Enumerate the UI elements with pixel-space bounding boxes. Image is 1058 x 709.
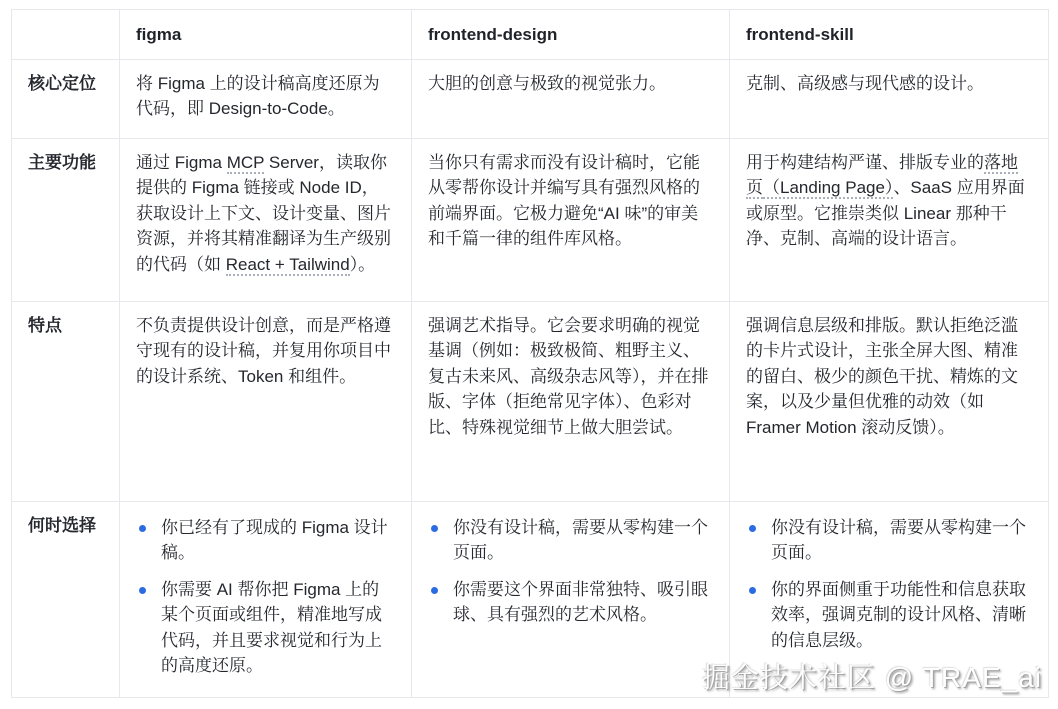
cell-text: 当你只有需求而没有设计稿时，它能从零帮你设计并编写具有强烈风格的前端界面。它极力避免“AI 味”的审美和千篇一律的组件库风格。 <box>428 152 700 248</box>
table-row <box>12 301 1049 501</box>
bullet-text: 你的界面侧重于功能性和信息获取效率，强调克制的设计风格、清晰的信息层级。 <box>771 579 1026 650</box>
column-header-frontend-skill: frontend-skill <box>730 10 1049 60</box>
table-cell <box>412 501 730 697</box>
column-header-frontend-design: frontend-design <box>412 10 730 60</box>
cell-text: 不负责提供设计创意，而是严格遵守现有的设计稿，并复用你项目中的设计系统、Token 和组件。 <box>136 315 391 386</box>
cell-text: 克制、高级感与现代感的设计。 <box>746 73 984 93</box>
cell-text: ）。 <box>349 254 376 274</box>
table-row <box>12 138 1049 301</box>
bullet-dot-icon <box>749 587 756 594</box>
underlined-text: React + Tailwind <box>225 254 350 274</box>
row-header: 主要功能 <box>12 138 120 301</box>
column-header-figma: figma <box>120 10 412 60</box>
bullet-item <box>136 577 395 679</box>
table-cell <box>120 301 412 501</box>
table-row <box>12 59 1049 138</box>
bullet-dot-icon <box>431 587 438 594</box>
table-cell <box>412 59 730 138</box>
bullet-item <box>428 577 713 628</box>
cell-text: 大胆的创意与极致的视觉张力。 <box>428 73 666 93</box>
bullet-list <box>746 515 1032 654</box>
table-cell <box>412 301 730 501</box>
row-header: 何时选择 <box>12 501 120 697</box>
table-cell <box>730 138 1049 301</box>
cell-text: 用于构建结构严谨、排版专业的 <box>746 152 984 172</box>
bullet-dot-icon <box>139 587 146 594</box>
table-cell <box>730 59 1049 138</box>
bullet-text: 你需要这个界面非常独特、吸引眼球、具有强烈的艺术风格。 <box>453 579 708 624</box>
underlined-text: 落地页 <box>746 152 1018 197</box>
cell-text: 强调信息层级和排版。默认拒绝泛滥的卡片式设计，主张全屏大图、精准的留白、极少的颜色干扰、精炼的文案，以及少量但优雅的动效（如 Framer Motion 滚动反馈）。 <box>746 315 1018 437</box>
corner-cell <box>12 10 120 60</box>
bullet-item <box>746 515 1032 566</box>
header-row <box>12 10 1049 60</box>
bullet-dot-icon <box>431 525 438 532</box>
underlined-text: （Landing Page） <box>763 178 894 197</box>
cell-text: 通过 Figma <box>136 152 227 172</box>
table-body <box>12 59 1049 697</box>
row-header: 核心定位 <box>12 59 120 138</box>
row-header: 特点 <box>12 301 120 501</box>
bullet-list <box>428 515 713 628</box>
cell-text: 、SaaS 应用界面或原型。它推崇类似 Linear 那种干净、克制、高端的设计语言。 <box>746 178 1025 248</box>
bullet-text: 你没有设计稿，需要从零构建一个页面。 <box>771 517 1026 562</box>
bullet-dot-icon <box>139 525 146 532</box>
table-cell <box>120 501 412 697</box>
bullet-item <box>746 577 1032 654</box>
table-cell <box>730 301 1049 501</box>
bullet-dot-icon <box>749 525 756 532</box>
underlined-text: MCP <box>226 152 265 172</box>
watermark: 掘金技术社区 @ TRAE_ai <box>701 662 1042 693</box>
bullet-text: 你需要 AI 帮你把 Figma 上的某个页面或组件，精准地写成代码，并且要求视觉和行为上的高度还原。 <box>161 579 382 675</box>
table-cell <box>120 138 412 301</box>
cell-text: 将 Figma 上的设计稿高度还原为代码，即 Design-to-Code。 <box>136 73 380 118</box>
bullet-text: 你已经有了现成的 Figma 设计稿。 <box>161 517 388 562</box>
table-cell <box>120 59 412 138</box>
cell-text: Server，读取你提供的 Figma 链接或 Node ID，获取设计上下文、设计变量、图片资源，并将其精准翻译为生产级别的代码（如 <box>136 152 391 274</box>
bullet-item <box>428 515 713 566</box>
bullet-list <box>136 515 395 679</box>
cell-text: 强调艺术指导。它会要求明确的视觉基调（例如：极致极简、粗野主义、复古未来风、高级杂志风等），并在排版、字体（拒绝常见字体）、色彩对比、特殊视觉细节上做大胆尝试。 <box>428 315 709 437</box>
bullet-text: 你没有设计稿，需要从零构建一个页面。 <box>453 517 708 562</box>
bullet-item <box>136 515 395 566</box>
comparison-table <box>11 9 1049 698</box>
table-cell <box>412 138 730 301</box>
